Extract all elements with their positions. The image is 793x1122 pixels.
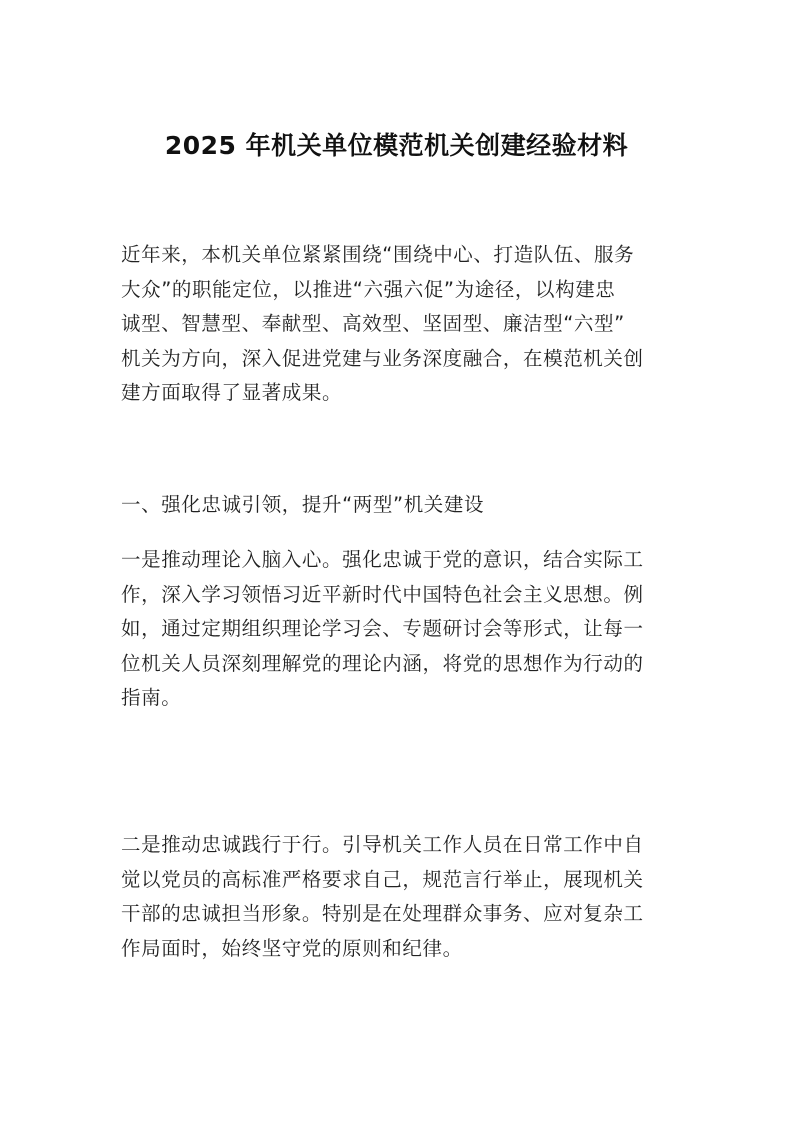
- intro-line: 机关为方向，深入促进党建与业务深度融合，在模范机关创: [121, 346, 644, 370]
- point-one-line: 如，通过定期组织理论学习会、专题研讨会等形式，让每一: [121, 617, 644, 640]
- intro-line: 近年来，本机关单位紧紧围绕“围绕中心、打造队伍、服务: [121, 243, 635, 266]
- intro-line: 建方面取得了显著成果。: [121, 381, 343, 404]
- point-two-line: 二是推动忠诚践行于行。引导机关工作人员在日常工作中自: [121, 833, 644, 856]
- section-heading: 一、强化忠诚引领，提升“两型”机关建设: [121, 493, 485, 516]
- point-two-line: 作局面时，始终坚守党的原则和纪律。: [121, 936, 463, 960]
- point-two-line: 干部的忠诚担当形象。特别是在处理群众事务、应对复杂工: [121, 902, 644, 925]
- point-one-line: 作，深入学习领悟习近平新时代中国特色社会主义思想。例: [121, 582, 644, 606]
- document-title: 2025 年机关单位模范机关创建经验材料: [164, 131, 629, 160]
- point-one-paragraph: [121, 543, 677, 716]
- section-heading-block: [121, 488, 677, 523]
- point-one-line: 位机关人员深刻理解党的理论内涵，将党的思想作为行动的: [121, 651, 644, 675]
- intro-line: 诚型、智慧型、奉献型、高效型、坚固型、廉洁型“六型”: [121, 312, 625, 335]
- point-two-line: 觉以党员的高标准严格要求自己，规范言行举止，展现机关: [121, 867, 644, 891]
- point-one-line: 一是推动理论入脑入心。强化忠诚于党的意识，结合实际工: [121, 548, 644, 571]
- point-one-line: 指南。: [121, 686, 182, 709]
- intro-paragraph: [121, 238, 677, 411]
- intro-line: 大众”的职能定位，以推进“六强六促”为途径，以构建忠: [121, 277, 616, 301]
- point-two-paragraph: [121, 828, 677, 966]
